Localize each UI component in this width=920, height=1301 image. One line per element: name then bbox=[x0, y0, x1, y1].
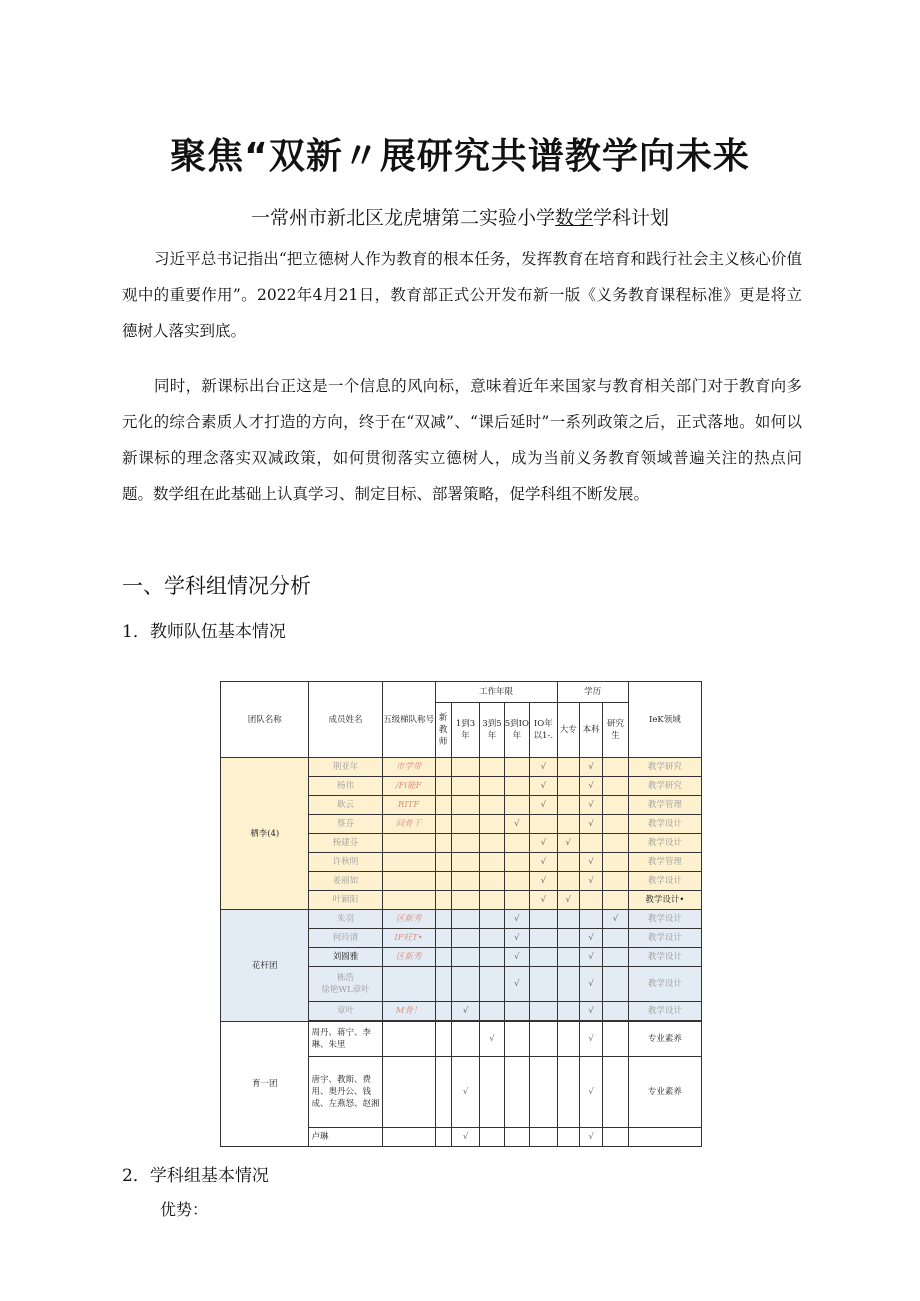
member-name: 荆亚年 bbox=[309, 758, 382, 777]
member-field: 教学管理 bbox=[628, 796, 701, 815]
check-mark: √ bbox=[557, 834, 579, 853]
check-mark: √ bbox=[557, 891, 579, 910]
header-master: 研究生 bbox=[603, 703, 628, 758]
member-name: 唐宇、教斯、费用、奥丹公、钱成、左燕怒、赵湘 bbox=[309, 1057, 382, 1128]
member-name: 章叶 bbox=[309, 1002, 382, 1021]
check-mark: √ bbox=[530, 758, 557, 777]
subtitle-subject: 数学 bbox=[554, 207, 593, 229]
header-new: 新教师 bbox=[435, 703, 451, 758]
header-5to10: 5到IO年 bbox=[504, 703, 529, 758]
check-mark: √ bbox=[480, 1022, 504, 1057]
member-title bbox=[382, 853, 435, 872]
member-name-line: 徐艳WL章叶 bbox=[321, 985, 370, 995]
member-title bbox=[382, 1128, 435, 1147]
member-field: 教学设计 bbox=[628, 929, 701, 948]
header-education: 学历 bbox=[557, 682, 628, 703]
teacher-table bbox=[220, 681, 702, 1147]
member-title bbox=[382, 891, 435, 910]
page-subtitle bbox=[0, 203, 920, 230]
check-mark: √ bbox=[579, 948, 602, 967]
subheading-group: 2．学科组基本情况 bbox=[122, 1166, 269, 1186]
member-name: 叶颖阳 bbox=[309, 891, 382, 910]
check-mark: √ bbox=[579, 1002, 602, 1021]
check-mark: √ bbox=[504, 929, 529, 948]
page-title: 聚焦“双新〃展研究共谱教学向未来 bbox=[170, 136, 750, 177]
header-field: IeK领域 bbox=[628, 682, 701, 758]
member-name: 杨伟 bbox=[309, 777, 382, 796]
check-mark: √ bbox=[451, 1128, 479, 1147]
member-name: 何玲清 bbox=[309, 929, 382, 948]
team-cell-1: 栖李(4) bbox=[221, 758, 309, 910]
check-mark: √ bbox=[579, 853, 602, 872]
subtitle-prefix: 一常州市新北区龙虎塘第二实验小学 bbox=[250, 207, 555, 229]
member-title: 区新秀 bbox=[382, 948, 435, 967]
check-mark: √ bbox=[579, 929, 602, 948]
member-field: 教学研究 bbox=[628, 758, 701, 777]
member-name-line: 栋浩 bbox=[337, 973, 355, 983]
member-field: 教学设计 bbox=[628, 948, 701, 967]
check-mark: √ bbox=[530, 834, 557, 853]
member-title bbox=[382, 872, 435, 891]
member-name: 周丹、蒋宁、李琳、朱里 bbox=[309, 1022, 382, 1057]
member-name bbox=[309, 967, 382, 1002]
member-field: 教学设计 bbox=[628, 872, 701, 891]
check-mark: √ bbox=[579, 872, 602, 891]
member-field: 教学设计 bbox=[628, 834, 701, 853]
check-mark: √ bbox=[579, 1057, 602, 1128]
member-name: 刘圆雅 bbox=[309, 948, 382, 967]
check-mark: √ bbox=[579, 758, 602, 777]
check-mark: √ bbox=[504, 815, 529, 834]
subtitle-suffix: 学科计划 bbox=[593, 207, 670, 229]
member-field: 专业素养 bbox=[628, 1022, 701, 1057]
check-mark: √ bbox=[603, 910, 628, 929]
check-mark: √ bbox=[579, 967, 602, 1002]
advantages-label: 优势： bbox=[160, 1200, 209, 1219]
member-title bbox=[382, 1022, 435, 1057]
check-mark: √ bbox=[530, 777, 557, 796]
member-title bbox=[382, 834, 435, 853]
check-mark: √ bbox=[504, 910, 529, 929]
member-field: 教学设计 bbox=[628, 967, 701, 1002]
header-title: 五级梯队称号 bbox=[382, 682, 435, 758]
check-mark: √ bbox=[579, 1022, 602, 1057]
member-title: 区新秀 bbox=[382, 910, 435, 929]
subheading-teachers: 1．教师队伍基本情况 bbox=[122, 622, 286, 642]
section-heading-analysis: 一、学科组情况分析 bbox=[122, 574, 311, 598]
member-title: IF旺T• bbox=[382, 929, 435, 948]
member-name: 朱羽 bbox=[309, 910, 382, 929]
header-1to3: 1到3年 bbox=[451, 703, 479, 758]
check-mark: √ bbox=[579, 777, 602, 796]
member-field: 教学设计 bbox=[628, 815, 701, 834]
check-mark: √ bbox=[579, 796, 602, 815]
check-mark: √ bbox=[579, 815, 602, 834]
team-cell-3: 育一团 bbox=[221, 1022, 309, 1147]
header-bachelor: 本科 bbox=[579, 703, 602, 758]
check-mark: √ bbox=[579, 1128, 602, 1147]
member-name: 卢琳 bbox=[309, 1128, 382, 1147]
member-field: 教学管理 bbox=[628, 853, 701, 872]
member-field: 教学设计 bbox=[628, 910, 701, 929]
team-cell-2: 花杆团 bbox=[221, 910, 309, 1022]
header-10plus: IO年以1-. bbox=[530, 703, 557, 758]
member-title: 市学带 bbox=[382, 758, 435, 777]
header-years: 工作年限 bbox=[435, 682, 557, 703]
header-member: 成员姓名 bbox=[309, 682, 382, 758]
member-title bbox=[382, 967, 435, 1002]
check-mark: √ bbox=[530, 796, 557, 815]
member-field: 教学研究 bbox=[628, 777, 701, 796]
member-field: 专业素养 bbox=[628, 1057, 701, 1128]
member-name: 姜丽如 bbox=[309, 872, 382, 891]
header-3to5: 3到5年 bbox=[480, 703, 504, 758]
intro-paragraph-1: 习近平总书记指出“把立德树人作为教育的根本任务，发挥教育在培育和践行社会主义核心价值观中的重要作用”。2022年4月21日，教育部正式公开发布新一版《义务教育课程标准》更是将立德树人落实到底。 bbox=[122, 250, 802, 340]
member-title bbox=[382, 1057, 435, 1128]
check-mark: √ bbox=[451, 1057, 479, 1128]
member-name: 许秋明 bbox=[309, 853, 382, 872]
header-junior: 大专 bbox=[557, 703, 579, 758]
check-mark: √ bbox=[530, 853, 557, 872]
check-mark: √ bbox=[504, 967, 529, 1002]
member-name: 蔡芬 bbox=[309, 815, 382, 834]
member-name: 耿云 bbox=[309, 796, 382, 815]
check-mark: √ bbox=[530, 872, 557, 891]
member-title: /Fi能F bbox=[382, 777, 435, 796]
member-title: 同骨干 bbox=[382, 815, 435, 834]
check-mark: √ bbox=[451, 1002, 479, 1021]
member-field: 教学设计• bbox=[628, 891, 701, 910]
member-field bbox=[628, 1128, 701, 1147]
member-title: M骨！ bbox=[382, 1002, 435, 1021]
member-title: RITF bbox=[382, 796, 435, 815]
header-team: 团队名称 bbox=[221, 682, 309, 758]
intro-paragraph-2: 同时，新课标出台正这是一个信息的风向标，意味着近年来国家与教育相关部门对于教育向多元化的综合素质人才打造的方向，终于在“双减”、“课后延时”一系列政策之后，正式落地。如何以新课标的理念落实双减政策，如何贯彻落实立德树人，成为当前义务教育领域普遍关注的热点问题。数学组在此基础上认真学习、制定目标、部署策略，促学科组不断发展。 bbox=[122, 377, 802, 503]
member-name: 杨建芬 bbox=[309, 834, 382, 853]
check-mark: √ bbox=[504, 948, 529, 967]
member-field: 教学设计 bbox=[628, 1002, 701, 1021]
check-mark: √ bbox=[530, 891, 557, 910]
